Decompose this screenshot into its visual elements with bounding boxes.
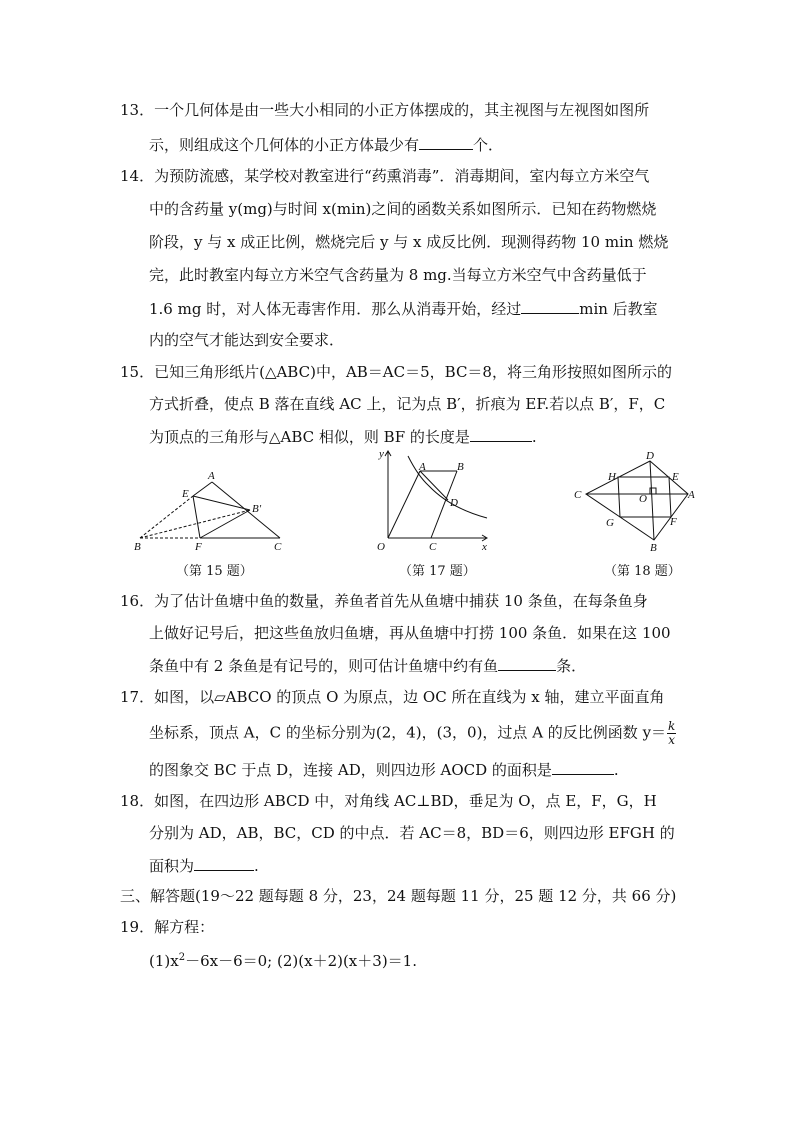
- fig18-label-F: F: [670, 516, 677, 528]
- q16-unit: 条．: [556, 657, 587, 675]
- q14-line-2: 中的含药量 y(mg)与时间 x(min)之间的函数关系如图所示．已知在药物燃烧: [149, 200, 657, 218]
- figure-17-caption: （第 17 题）: [399, 564, 476, 579]
- q18-line-2: 分别为 AD，AB，BC，CD 的中点．若 AC＝8，BD＝6，则四边形 EFGH 的: [149, 824, 675, 842]
- q19-eq-part-2: －6x－6＝0; (2)(x＋2)(x＋3)＝1.: [185, 952, 417, 970]
- fig15-label-B: B: [134, 541, 141, 553]
- fig17-label-C: C: [429, 541, 437, 553]
- q14-line-6: 内的空气才能达到安全要求．: [149, 331, 345, 349]
- q16-line-1: 16．为了估计鱼塘中鱼的数量，养鱼者首先从鱼塘中捕获 10 条鱼，在每条鱼身: [120, 592, 648, 610]
- q14-line-1: 14．为预防流感，某学校对教室进行“药熏消毒”．消毒期间，室内每立方米空气: [120, 167, 650, 185]
- q19-eq-part-1: (1)x: [149, 952, 179, 970]
- q13-unit: 个．: [473, 136, 504, 154]
- fig17-label-x: x: [482, 541, 487, 553]
- q17-fraction: [667, 720, 676, 747]
- q18-line-3: [149, 855, 259, 876]
- figure-18-caption: （第 18 题）: [604, 564, 681, 579]
- q16-line-3: [149, 655, 586, 676]
- q15-text: 为顶点的三角形与△ABC 相似，则 BF 的长度是: [149, 428, 470, 446]
- fig18-label-H: H: [608, 471, 616, 483]
- section-3-heading: 三、解答题(19～22 题每题 8 分，23，24 题每题 11 分，25 题 12 分，共 66 分): [120, 887, 677, 905]
- fig17-label-y: y: [379, 448, 384, 460]
- q14-answer-blank[interactable]: [521, 298, 579, 314]
- q14-text-2: min 后教室: [579, 300, 658, 318]
- figure-15-diagram: [128, 470, 298, 555]
- q17-line-1: 17．如图，以▱ABCO 的顶点 O 为原点，边 OC 所在直线为 x 轴，建立平面直角: [120, 688, 665, 706]
- q13-line-2: [149, 134, 503, 155]
- q15-period: .: [531, 428, 537, 446]
- fig15-label-C: C: [274, 541, 282, 553]
- q13-answer-blank[interactable]: [419, 134, 473, 150]
- q19-eq-exponent: 2: [178, 952, 186, 963]
- q17-line-3: [149, 759, 619, 780]
- fig18-label-E: E: [672, 471, 679, 483]
- fig18-label-G: G: [606, 517, 614, 529]
- fig15-label-E: E: [182, 488, 189, 500]
- q17-line-2: [149, 720, 676, 747]
- q14-line-5: [149, 298, 658, 319]
- q14-line-3: 阶段，y 与 x 成正比例，燃烧完后 y 与 x 成反比例．现测得药物 10 min 燃烧: [149, 233, 669, 251]
- q15-line-3: [149, 426, 537, 447]
- q15-line-2: 方式折叠，使点 B 落在直线 AC 上，记为点 B′，折痕为 EF.若以点 B′，F，C: [149, 395, 666, 413]
- fig18-label-B: B: [650, 542, 657, 554]
- figure-18-diagram: [568, 452, 700, 556]
- fig17-label-O: O: [377, 541, 385, 553]
- fig17-label-B: B: [457, 461, 464, 473]
- q13-text: 示，则组成这个几何体的小正方体最少有: [149, 136, 420, 154]
- q17-period: .: [613, 761, 619, 779]
- q17-text: 坐标系，顶点 A，C 的坐标分别为(2，4)，(3，0)，过点 A 的反比例函数 y＝: [149, 723, 667, 742]
- q16-answer-blank[interactable]: [498, 655, 556, 671]
- q18-text: 面积为: [149, 857, 195, 875]
- q17-text-2: 的图象交 BC 于点 D，连接 AD，则四边形 AOCD 的面积是: [149, 761, 552, 779]
- fig18-label-O: O: [639, 493, 647, 505]
- fig15-label-A: A: [208, 470, 215, 482]
- q17-fraction-denominator: x: [668, 733, 676, 747]
- figure-15-caption: （第 15 题）: [176, 564, 253, 579]
- fig18-label-D: D: [646, 452, 654, 462]
- q19-equations: [149, 948, 417, 971]
- q19-line-1: 19．解方程：: [120, 918, 215, 936]
- fig18-label-C: C: [574, 489, 582, 501]
- q14-line-4: 完，此时教室内每立方米空气含药量为 8 mg.当每立方米空气中含药量低于: [149, 266, 647, 284]
- fig18-label-A: A: [688, 489, 695, 501]
- q16-line-2: 上做好记号后，把这些鱼放归鱼塘，再从鱼塘中打捞 100 条鱼．如果在这 100: [149, 624, 671, 642]
- q16-text: 条鱼中有 2 条鱼是有记号的，则可估计鱼塘中约有鱼: [149, 657, 499, 675]
- fig17-label-D: D: [450, 497, 458, 509]
- fig17-label-A: A: [419, 461, 426, 473]
- fig15-label-Bp: B′: [252, 503, 262, 515]
- q15-answer-blank[interactable]: [470, 426, 532, 442]
- figure-17-graph: [366, 446, 496, 556]
- q18-period: .: [254, 857, 259, 875]
- q17-fraction-numerator: k: [668, 719, 676, 733]
- q14-text: 1.6 mg 时，对人体无毒害作用．那么从消毒开始，经过: [149, 300, 522, 318]
- q17-answer-blank[interactable]: [552, 759, 614, 775]
- q13-line-1: 13．一个几何体是由一些大小相同的小正方体摆成的，其主视图与左视图如图所: [120, 101, 650, 119]
- fig15-label-F: F: [195, 541, 202, 553]
- q18-answer-blank[interactable]: [194, 855, 254, 871]
- q15-line-1: 15．已知三角形纸片(△ABC)中，AB＝AC＝5，BC＝8，将三角形按照如图所示的: [120, 363, 672, 381]
- q18-line-1: 18．如图，在四边形 ABCD 中，对角线 AC⊥BD，垂足为 O，点 E，F，G，H: [120, 792, 657, 810]
